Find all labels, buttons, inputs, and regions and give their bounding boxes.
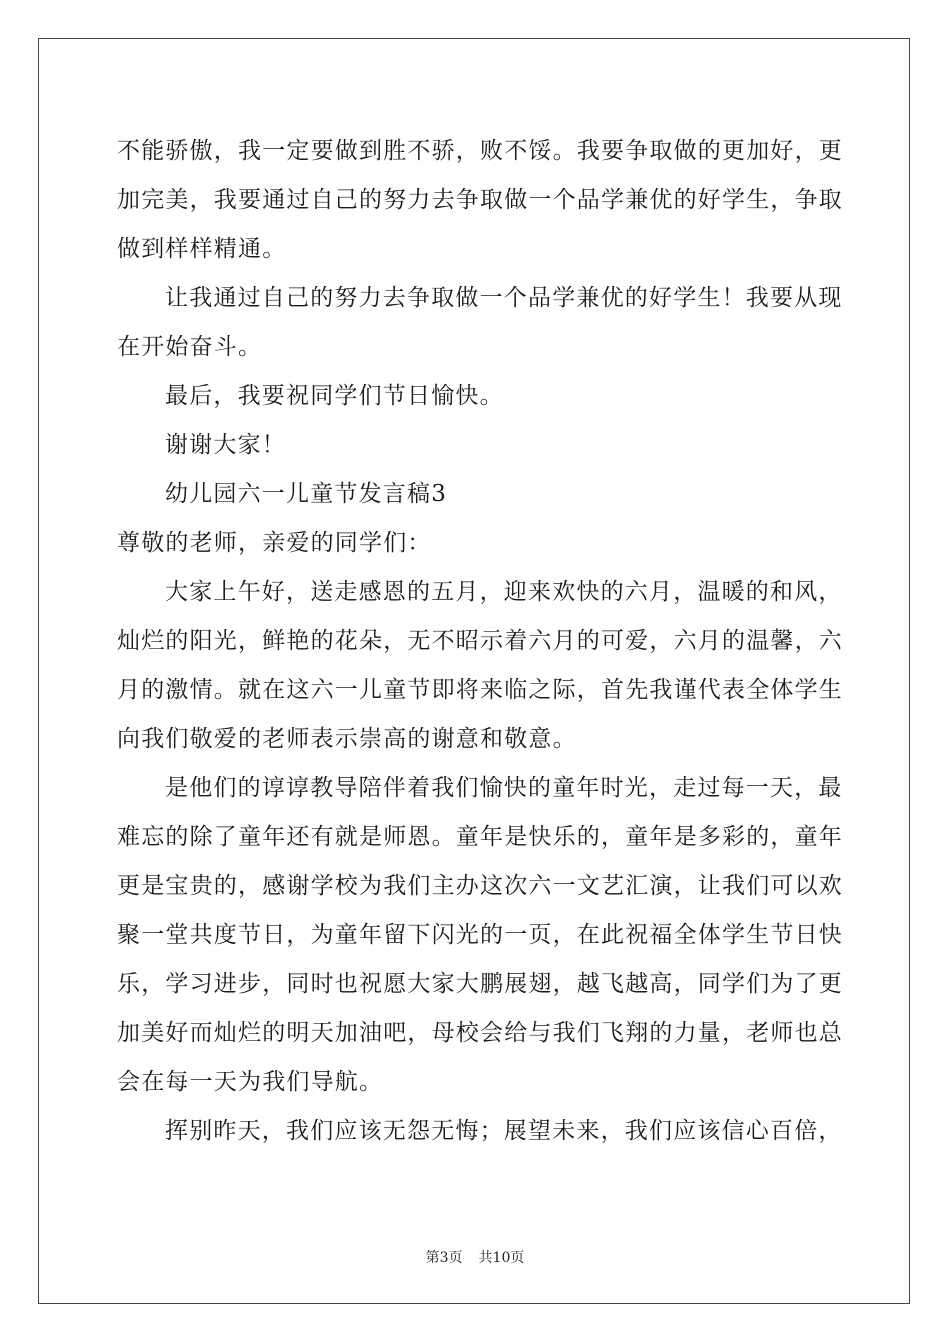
text-line: 难忘的除了童年还有就是师恩。童年是快乐的，童年是多彩的，童年 [117, 824, 843, 850]
text-line: 不能骄傲，我一定要做到胜不骄，败不馁。我要争取做的更加好，更 [117, 138, 843, 164]
paragraph-start: 让我通过自己的努力去争取做一个品学兼优的好学生！我要从现 [165, 285, 843, 311]
section-heading: 幼儿园六一儿童节发言稿3 [165, 481, 448, 507]
text-line: 月的激情。就在这六一儿童节即将来临之际，首先我谨代表全体学生 [117, 677, 843, 703]
salutation: 尊敬的老师，亲爱的同学们： [117, 530, 432, 556]
text-line: 灿烂的阳光，鲜艳的花朵，无不昭示着六月的可爱，六月的温馨，六 [117, 628, 843, 654]
text-line: 会在每一天为我们导航。 [117, 1069, 384, 1095]
text-line: 在开始奋斗。 [117, 334, 263, 360]
paragraph-start: 挥别昨天，我们应该无怨无悔；展望未来，我们应该信心百倍， [165, 1118, 843, 1144]
text-line: 聚一堂共度节日，为童年留下闪光的一页，在此祝福全体学生节日快 [117, 922, 843, 948]
document-body [117, 127, 843, 1156]
page-footer [0, 1247, 950, 1267]
paragraph-start: 大家上午好，送走感恩的五月，迎来欢快的六月，温暖的和风， [165, 579, 843, 605]
text-line: 向我们敬爱的老师表示崇高的谢意和敬意。 [117, 726, 577, 752]
paragraph-start: 谢谢大家！ [165, 432, 286, 458]
page-number: 第3页 [425, 1250, 463, 1266]
text-line: 做到样样精通。 [117, 236, 287, 262]
paragraph-start: 最后，我要祝同学们节日愉快。 [165, 383, 504, 409]
page-total: 共10页 [478, 1250, 525, 1266]
text-line: 更是宝贵的，感谢学校为我们主办这次六一文艺汇演，让我们可以欢 [117, 873, 843, 899]
text-line: 加完美，我要通过自己的努力去争取做一个品学兼优的好学生，争取 [117, 187, 843, 213]
text-line: 加美好而灿烂的明天加油吧，母校会给与我们飞翔的力量，老师也总 [117, 1020, 843, 1046]
text-line: 乐，学习进步，同时也祝愿大家大鹏展翅，越飞越高，同学们为了更 [117, 971, 843, 997]
paragraph-start: 是他们的谆谆教导陪伴着我们愉快的童年时光，走过每一天，最 [165, 775, 843, 801]
